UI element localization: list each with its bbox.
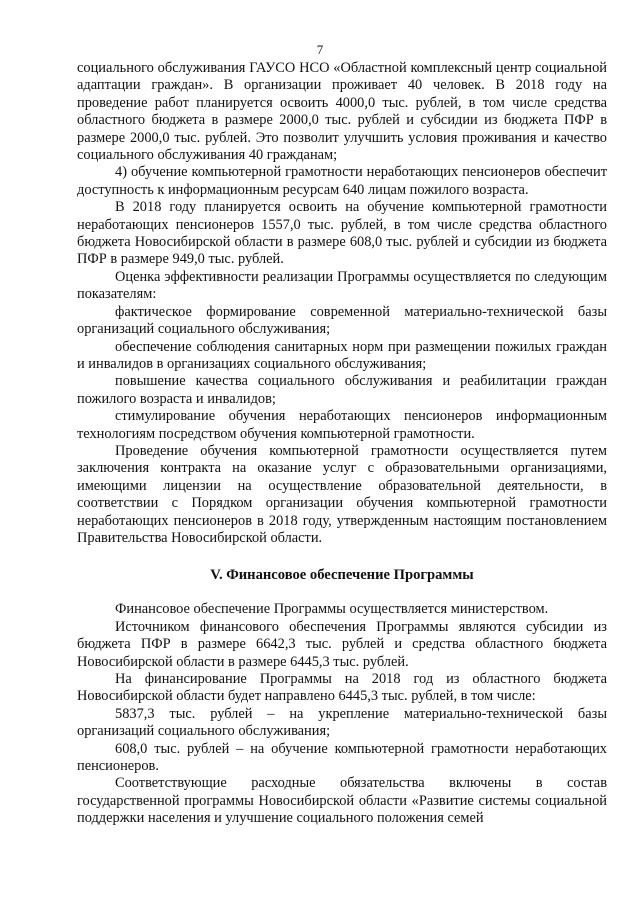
paragraph-indicator-3: повышение качества социального обслуживания и реабилитации граждан пожилого возраста и инвалидов; — [77, 373, 607, 407]
paragraph-funding-ministry: Финансовое обеспечение Программы осуществляется министерством. — [115, 601, 549, 618]
page-number: 7 — [316, 42, 324, 57]
paragraph-funding-2018: На финансирование Программы на 2018 год из областного бюджета Новосибирской области будет направлено 6445,3 тыс. рублей, в том числе: — [77, 671, 607, 705]
paragraph-funding-item-1: 5837,3 тыс. рублей – на укрепление материально-технической базы организаций социального обслуживания; — [77, 705, 607, 740]
paragraph-item-4: 4) обучение компьютерной грамотности неработающих пенсионеров обеспечит доступность к информационным ресурсам 640 лицам пожилого возраста. — [77, 164, 607, 198]
section-heading: V. Финансовое обеспечение Программы — [210, 567, 474, 584]
paragraph-evaluation-intro: Оценка эффективности реализации Программы осуществляется по следующим показателям: — [77, 268, 607, 303]
paragraph-funding-sources: Источником финансового обеспечения Программы являются субсидии из бюджета ПФР в размере 6642,3 тыс. рублей и средства областного бюджета Новосибирской области в размере 6445,3 тыс. рублей. — [77, 618, 607, 670]
paragraph-indicator-2: обеспечение соблюдения санитарных норм при размещении пожилых граждан и инвалидов в организациях социального обслуживания; — [77, 338, 607, 372]
paragraph-expenditure-obligations: Соответствующие расходные обязательства включены в состав государственной программы Новосибирской области «Развитие системы социальной поддержки населения и улучшение социального положения семей — [77, 775, 607, 827]
paragraph-continuation: социального обслуживания ГАУСО НСО «Областной комплексный центр социальной адаптации граждан». В организации проживает 40 человек. В 2018 году на проведение работ планируется освоить 4000,0 тыс. рублей, в том числе средства областного бюджета в размере 2000,0 тыс. рублей и субсидии из бюджета ПФР в размере 2000,0 тыс. рублей. Это позволит улучшить условия проживания и качество социального обслуживания 40 гражданам; — [77, 60, 607, 164]
paragraph-training-procedure: Проведение обучения компьютерной грамотности осуществляется путем заключения контракта на оказание услуг с образовательными организациями, имеющими лицензии на осуществление образовательной деятельности, в соответствии с Порядком организации обучения компьютерной грамотности неработающих пенсионеров в 2018 году, утвержденным настоящим постановлением Правительства Новосибирской области. — [77, 442, 607, 546]
document-body — [77, 60, 607, 828]
paragraph-training-budget: В 2018 году планируется освоить на обучение компьютерной грамотности неработающих пенсионеров 1557,0 тыс. рублей, в том числе средства областного бюджета Новосибирской области в размере 608,0 тыс. рублей и субсидии из бюджета ПФР в размере 949,0 тыс. рублей. — [77, 199, 607, 268]
paragraph-indicator-1: фактическое формирование современной материально-технической базы организаций социального обслуживания; — [77, 303, 607, 338]
paragraph-indicator-4: стимулирование обучения неработающих пенсионеров информационным технологиям посредством обучения компьютерной грамотности. — [77, 408, 607, 442]
paragraph-funding-item-2: 608,0 тыс. рублей – на обучение компьютерной грамотности неработающих пенсионеров. — [77, 740, 607, 775]
